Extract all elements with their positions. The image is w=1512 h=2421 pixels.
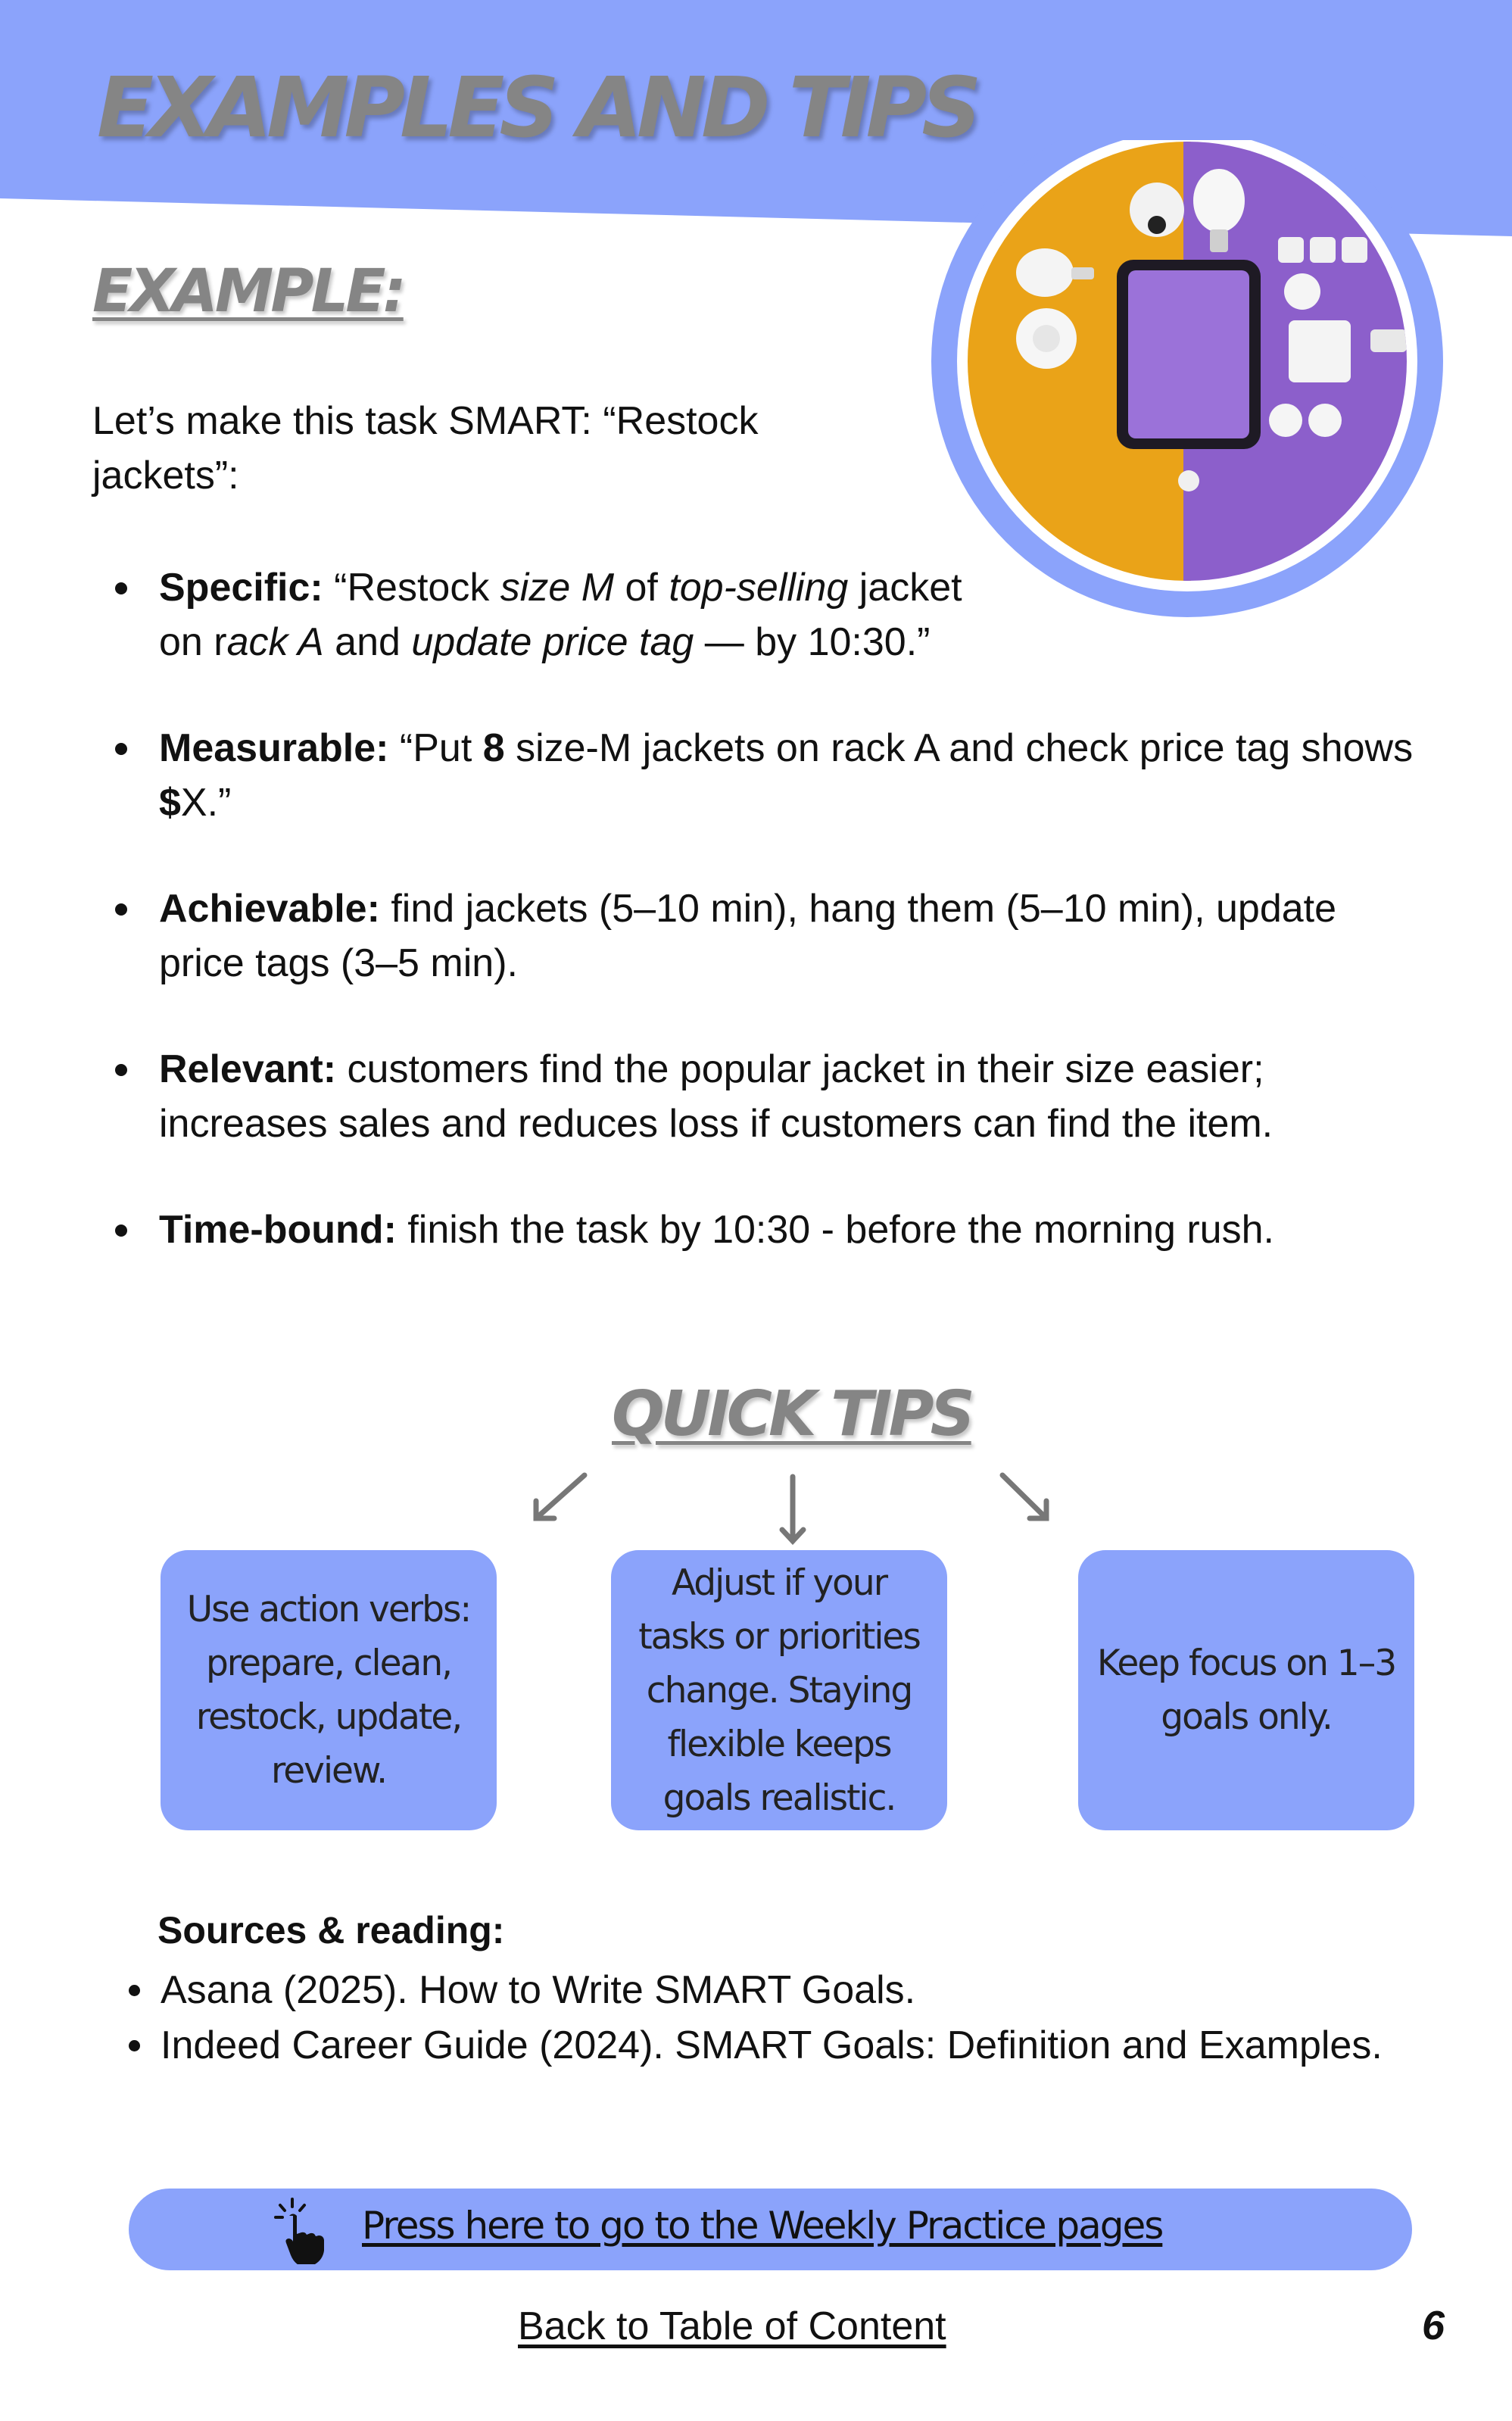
criterion-text: X.” <box>180 781 232 825</box>
criterion-text: size-M jackets on rack A and check price tag shows <box>504 726 1414 770</box>
arrow-right-icon <box>1002 1475 1046 1518</box>
source-item: Asana (2025). How to Write SMART Goals. <box>121 1963 1408 2018</box>
criterion-label: Specific: <box>159 566 323 610</box>
tip-text: Keep focus on 1–3 goals only. <box>1096 1643 1396 1738</box>
criterion-label: Time-bound: <box>159 1208 397 1252</box>
criterion-label: Relevant: <box>159 1047 337 1091</box>
tip-card <box>1078 1550 1414 1830</box>
sources-list <box>121 1963 1408 2073</box>
list-item <box>92 1203 1425 1257</box>
criterion-text: $ <box>159 781 181 825</box>
criterion-text: and <box>323 620 412 664</box>
list-item <box>92 560 1015 669</box>
sources-heading: Sources & reading: <box>157 1909 505 1951</box>
pointing-hand-icon[interactable] <box>273 2196 335 2264</box>
criterion-text: “Restock <box>323 566 500 610</box>
tip-card <box>611 1550 947 1830</box>
criterion-text: top-selling <box>669 566 849 610</box>
criterion-text: — by 10:30.” <box>694 620 931 664</box>
example-intro: Let’s make this task SMART: “Restock jackets”: <box>92 399 759 498</box>
smart-devices-photo <box>916 140 1446 625</box>
criterion-label: Measurable: <box>159 726 389 770</box>
tip-text: Adjust if your tasks or priorities change. Staying flexible keeps goals realistic. <box>638 1561 920 1819</box>
criterion-text: update price tag <box>411 620 694 664</box>
example-heading: EXAMPLE: <box>92 257 404 326</box>
list-item <box>92 1042 1425 1151</box>
back-to-toc-link[interactable]: Back to Table of Content <box>518 2304 946 2348</box>
criterion-text: size M <box>500 566 615 610</box>
criterion-text: 8 <box>482 726 505 770</box>
criterion-text: “Put <box>388 726 483 770</box>
quick-tips-heading: QUICK TIPS <box>612 1378 971 1450</box>
tip-text: Use action verbs: prepare, clean, restock, update, review. <box>186 1589 471 1792</box>
source-item: Indeed Career Guide (2024). SMART Goals: Definition and Examples. <box>121 2018 1408 2073</box>
criterion-label: Achievable: <box>159 887 380 931</box>
criterion-text: jacket on r <box>159 566 962 664</box>
list-item <box>92 881 1425 991</box>
weekly-practice-link[interactable]: Press here to go to the Weekly Practice pages <box>362 2204 1163 2248</box>
page-number: 6 <box>1422 2303 1445 2348</box>
page-title: EXAMPLES AND TIPS <box>97 59 977 156</box>
criterion-text: ack A <box>226 620 324 664</box>
criterion-text: of <box>614 566 669 610</box>
criterion-text: find jackets (5–10 min), hang them (5–10 min), update price tags (3–5 min). <box>159 887 1337 985</box>
list-item <box>92 721 1425 830</box>
criterion-text: customers find the popular jacket in their size easier; increases sales and reduces loss if customers can find the item. <box>159 1047 1274 1146</box>
arrow-left-icon <box>536 1475 585 1518</box>
smart-criteria-list <box>92 560 1425 1257</box>
tip-arrows <box>500 1462 1075 1560</box>
tip-card <box>161 1550 497 1830</box>
criterion-text: finish the task by 10:30 - before the morning rush. <box>396 1208 1274 1252</box>
